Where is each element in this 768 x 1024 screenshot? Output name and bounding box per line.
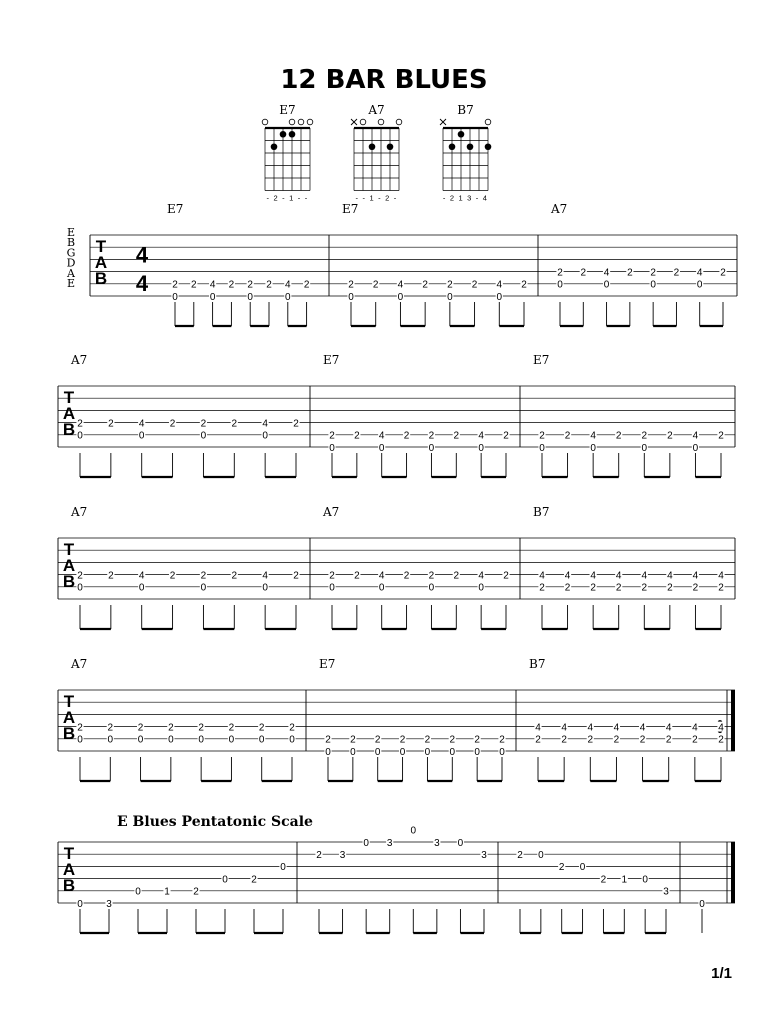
- fret-number: 2: [329, 430, 335, 442]
- tab-clef-letter: B: [62, 572, 76, 592]
- fret-number: 1: [164, 886, 170, 898]
- fret-number: 2: [169, 570, 176, 582]
- fret-number: 2: [374, 734, 381, 746]
- fret-number: 0: [222, 874, 228, 886]
- fret-number: 4: [692, 570, 699, 582]
- tab-clef-letter: B: [94, 269, 108, 289]
- fret-number: 2: [108, 570, 114, 582]
- fret-number: 4: [539, 570, 545, 582]
- measure: [323, 353, 510, 477]
- fret-number: 2: [503, 430, 509, 442]
- fret-number: 0: [539, 442, 545, 454]
- fret-number: 3: [106, 898, 112, 910]
- string-name-label: D: [66, 256, 76, 270]
- chord-symbol: E7: [533, 353, 550, 367]
- fret-number: 2: [564, 582, 571, 594]
- tab-clef-letter: A: [62, 860, 76, 880]
- fret-number: 2: [453, 570, 460, 582]
- fret-number: 2: [403, 570, 410, 582]
- fret-number: 0: [363, 837, 369, 849]
- measure: [70, 505, 300, 629]
- fret-number: 4: [587, 722, 594, 734]
- fret-number: 4: [665, 722, 672, 734]
- fret-number: 2: [108, 418, 114, 430]
- fret-number: 4: [603, 267, 610, 279]
- fret-number: 0: [329, 582, 335, 594]
- fret-number: 2: [590, 582, 596, 594]
- fret-number: 2: [499, 734, 505, 746]
- chord-symbol: A7: [323, 505, 340, 519]
- fret-number: 2: [200, 570, 207, 582]
- finger-dot: [369, 143, 376, 150]
- measure: [533, 353, 725, 477]
- fret-number: 2: [316, 850, 322, 861]
- fret-number: 2: [231, 418, 238, 430]
- fret-number: 2: [692, 582, 699, 594]
- tab-system-2: [58, 353, 735, 477]
- fret-number: 2: [564, 430, 571, 442]
- finger-dot: [387, 143, 394, 150]
- fret-number: 2: [354, 570, 360, 582]
- fret-number: 2: [348, 279, 354, 291]
- open-string-marker: [396, 119, 402, 125]
- fret-number: 4: [138, 418, 145, 430]
- fret-number: 2: [503, 570, 509, 582]
- fret-number: 0: [428, 582, 435, 594]
- fret-number: 2: [329, 570, 335, 582]
- tab-clef-letter: B: [62, 724, 76, 744]
- string-name-label: G: [66, 246, 76, 260]
- fret-number: 2: [200, 418, 207, 430]
- fret-number: 1: [621, 874, 628, 886]
- open-string-marker: [289, 119, 295, 125]
- fret-number: 2: [228, 279, 235, 291]
- chord-symbol: E7: [319, 657, 336, 671]
- fret-number: 2: [447, 279, 453, 291]
- page-number: 1/1: [711, 965, 732, 982]
- fret-number: 0: [280, 862, 286, 874]
- tab-clef-letter: T: [95, 237, 107, 257]
- fret-number: 2: [474, 734, 480, 746]
- fret-number: 3: [434, 837, 440, 849]
- chord-diagram-e7: [262, 103, 313, 203]
- fret-number: 0: [135, 886, 141, 898]
- open-string-marker: [485, 119, 491, 125]
- open-string-marker: [298, 119, 304, 125]
- fret-number: 2: [650, 267, 656, 279]
- fret-number: 4: [262, 570, 268, 582]
- fret-number: 4: [692, 722, 698, 734]
- fret-number: 0: [262, 430, 268, 442]
- fret-number: 2: [372, 279, 379, 291]
- fret-number: 3: [481, 850, 487, 861]
- fret-number: 0: [258, 734, 265, 746]
- fret-number: 0: [198, 734, 204, 746]
- tab-clef-letter: B: [62, 420, 76, 440]
- fret-number: 2: [557, 267, 563, 279]
- fret-number: 2: [251, 874, 257, 886]
- fret-number: 2: [424, 734, 431, 746]
- tab-clef-letter: T: [63, 388, 75, 408]
- chord-symbol: B7: [529, 657, 546, 671]
- open-string-marker: [307, 119, 313, 125]
- fret-number: 2: [613, 734, 620, 746]
- fret-number: 2: [692, 734, 698, 746]
- fret-number: 2: [718, 430, 724, 442]
- fret-number: 2: [600, 874, 607, 886]
- fret-number: 4: [641, 570, 648, 582]
- finger-dot: [458, 131, 465, 138]
- tab-system-1: [66, 202, 737, 326]
- measure: [167, 202, 310, 326]
- measure: [529, 657, 725, 781]
- fret-number: 2: [258, 722, 265, 734]
- fret-number: 0: [77, 898, 83, 910]
- fret-number: 2: [627, 267, 633, 279]
- chord-symbol: E7: [323, 353, 340, 367]
- fret-number: 4: [590, 430, 596, 442]
- tab-clef-letter: T: [63, 844, 75, 864]
- fret-number: 2: [168, 722, 174, 734]
- fret-number: 2: [665, 734, 672, 746]
- fret-number: 2: [558, 862, 565, 874]
- fret-number: 0: [496, 291, 503, 303]
- fret-number: 2: [137, 722, 144, 734]
- chord-symbol: E7: [342, 202, 359, 216]
- fret-number: 0: [474, 746, 480, 758]
- fret-number: 4: [378, 430, 385, 442]
- finger-dot: [449, 143, 456, 150]
- fret-number: 2: [303, 279, 310, 291]
- fret-number: 0: [200, 430, 207, 442]
- fret-number: 0: [696, 279, 703, 291]
- fret-number: 4: [478, 430, 484, 442]
- fret-number: 4: [285, 279, 291, 291]
- fret-number: 2: [191, 279, 197, 291]
- fret-number: 0: [325, 746, 331, 758]
- measure: [342, 202, 528, 326]
- fret-number: 2: [169, 418, 176, 430]
- fret-number: 0: [329, 442, 335, 454]
- fret-number: 2: [77, 570, 83, 582]
- fret-number: 0: [641, 442, 648, 454]
- fret-number: 0: [457, 837, 464, 849]
- fret-number: 0: [557, 279, 563, 291]
- chord-fingering: - 2 1 3 - 4: [442, 193, 489, 203]
- finger-dot: [280, 131, 287, 138]
- fret-number: 0: [168, 734, 174, 746]
- fret-number: 4: [378, 570, 385, 582]
- string-name-label: E: [66, 277, 76, 290]
- fret-number: 4: [564, 570, 571, 582]
- fret-number: 2: [422, 279, 428, 291]
- fret-number: 2: [77, 418, 83, 430]
- fret-number: 0: [692, 442, 699, 454]
- measure: [322, 505, 510, 629]
- fret-number: 4: [535, 722, 541, 734]
- finger-dot: [467, 143, 474, 150]
- fret-number: 0: [374, 746, 381, 758]
- fret-number: 4: [262, 418, 268, 430]
- fret-number: 0: [650, 279, 656, 291]
- chord-symbol: B7: [533, 505, 550, 519]
- fret-number: 4: [639, 722, 646, 734]
- fret-number: 4: [696, 267, 703, 279]
- fret-number: 0: [77, 582, 83, 594]
- fret-number: 4: [496, 279, 503, 291]
- fret-number: 2: [539, 430, 545, 442]
- tab-clef-letter: A: [62, 404, 76, 424]
- fret-number: 0: [642, 874, 648, 886]
- chord-diagram-name: B7: [457, 103, 474, 117]
- section-label: E Blues Pentatonic Scale: [117, 814, 313, 830]
- fret-number: 2: [718, 734, 724, 746]
- measure: [533, 505, 725, 629]
- fret-number: 0: [247, 291, 253, 303]
- finger-dot: [289, 131, 296, 138]
- fret-number: 0: [350, 746, 356, 758]
- fret-number: 2: [521, 279, 527, 291]
- fret-number: 4: [613, 722, 620, 734]
- open-string-marker: [360, 119, 366, 125]
- fret-number: 0: [499, 746, 505, 758]
- finger-dot: [485, 143, 492, 150]
- open-string-marker: [262, 119, 268, 125]
- measure: [319, 657, 506, 781]
- fret-number: 4: [590, 570, 596, 582]
- fret-number: 2: [587, 734, 594, 746]
- measure: [70, 353, 300, 477]
- fret-number: 2: [228, 722, 235, 734]
- fret-number: 4: [209, 279, 216, 291]
- fret-number: 0: [699, 898, 705, 910]
- fret-number: 0: [209, 291, 216, 303]
- measure: [550, 202, 727, 326]
- time-signature-bottom: 4: [135, 270, 149, 296]
- fret-number: 2: [77, 722, 83, 734]
- fret-number: 0: [138, 430, 145, 442]
- fret-number: 0: [228, 734, 235, 746]
- measure: [70, 657, 296, 781]
- fret-number: 4: [718, 722, 724, 734]
- measure: [698, 898, 705, 933]
- fret-number: 2: [449, 734, 456, 746]
- fret-number: 0: [378, 582, 385, 594]
- tab-systems: [58, 202, 737, 933]
- time-signature-top: 4: [135, 242, 149, 268]
- final-barline: [731, 690, 735, 751]
- tab-system-5: [58, 814, 735, 933]
- fret-number: 4: [138, 570, 145, 582]
- fret-number: 0: [579, 862, 586, 874]
- fret-number: 3: [339, 850, 346, 861]
- fret-number: 2: [403, 430, 410, 442]
- fret-number: 2: [641, 582, 648, 594]
- fret-number: 0: [478, 582, 484, 594]
- fret-number: 2: [667, 582, 673, 594]
- tab-clef-letter: A: [62, 708, 76, 728]
- open-string-marker: [378, 119, 384, 125]
- fret-number: 2: [289, 722, 295, 734]
- fret-number: 2: [354, 430, 360, 442]
- chord-diagram-group: [262, 103, 491, 203]
- chord-diagram-name: E7: [279, 103, 296, 117]
- fret-number: 2: [293, 418, 299, 430]
- fret-number: 0: [478, 442, 484, 454]
- fret-number: 4: [561, 722, 567, 734]
- string-name-label: B: [66, 236, 76, 250]
- fret-number: 2: [107, 722, 114, 734]
- fret-number: 4: [692, 430, 699, 442]
- fret-number: 2: [350, 734, 356, 746]
- fret-number: 2: [172, 279, 178, 291]
- tab-system-3: [58, 505, 735, 629]
- fret-number: 0: [538, 850, 544, 861]
- tab-clef-letter: T: [63, 692, 75, 712]
- fret-number: 2: [539, 582, 545, 594]
- fret-number: 2: [399, 734, 406, 746]
- fret-number: 0: [603, 279, 610, 291]
- fret-number: 2: [231, 570, 238, 582]
- fret-number: 2: [428, 570, 435, 582]
- chord-fingering: - 2 - 1 - -: [266, 193, 309, 203]
- fret-number: 2: [720, 267, 726, 279]
- fret-number: 0: [399, 746, 406, 758]
- chord-symbol: A7: [551, 202, 568, 216]
- fret-number: 2: [471, 279, 478, 291]
- chord-diagram-name: A7: [368, 103, 385, 117]
- fret-number: 0: [289, 734, 295, 746]
- fret-number: 2: [517, 850, 523, 861]
- chord-symbol: A7: [71, 353, 88, 367]
- fret-number: 2: [615, 430, 622, 442]
- song-title: 12 BAR BLUES: [280, 65, 488, 95]
- chord-diagram-a7: [351, 103, 402, 203]
- fret-number: 0: [428, 442, 435, 454]
- fret-number: 0: [137, 734, 144, 746]
- fret-number: 0: [172, 291, 178, 303]
- fret-number: 0: [107, 734, 114, 746]
- finger-dot: [271, 143, 278, 150]
- fret-number: 2: [718, 582, 724, 594]
- fret-number: 2: [193, 886, 199, 898]
- fret-number: 0: [262, 582, 268, 594]
- fret-number: 2: [247, 279, 253, 291]
- fret-number: 2: [641, 430, 648, 442]
- fret-number: 4: [478, 570, 484, 582]
- chord-symbol: A7: [71, 657, 88, 671]
- fret-number: 0: [447, 291, 453, 303]
- fret-number: 2: [453, 430, 460, 442]
- fret-number: 4: [397, 279, 404, 291]
- fret-number: 0: [285, 291, 291, 303]
- final-barline: [731, 842, 735, 903]
- tab-system-4: [58, 657, 735, 781]
- chord-fingering: - - 1 - 2 -: [355, 193, 398, 203]
- fret-number: 0: [449, 746, 456, 758]
- string-name-label: A: [67, 266, 75, 280]
- fret-number: 3: [663, 886, 669, 898]
- fret-number: 2: [293, 570, 299, 582]
- fret-number: 2: [639, 734, 646, 746]
- chord-diagram-b7: [440, 103, 491, 203]
- fret-number: 2: [615, 582, 622, 594]
- fret-number: 2: [580, 267, 587, 279]
- tab-clef-letter: T: [63, 540, 75, 560]
- fret-number: 0: [348, 291, 354, 303]
- fret-number: 0: [378, 442, 385, 454]
- fret-number: 2: [428, 430, 435, 442]
- fret-number: 2: [266, 279, 272, 291]
- fret-number: 4: [667, 570, 673, 582]
- fret-number: 0: [424, 746, 431, 758]
- string-name-label: E: [66, 226, 76, 239]
- fret-number: 0: [200, 582, 207, 594]
- fret-number: 0: [138, 582, 145, 594]
- measure: [76, 861, 286, 933]
- fret-number: 0: [590, 442, 596, 454]
- tab-clef-letter: B: [62, 876, 76, 896]
- fret-number: 0: [410, 825, 417, 837]
- fret-number: 4: [718, 570, 724, 582]
- fret-number: 2: [535, 734, 541, 746]
- tab-clef-letter: A: [62, 556, 76, 576]
- chord-symbol: A7: [71, 505, 88, 519]
- fret-number: 0: [77, 734, 83, 746]
- fret-number: 2: [325, 734, 331, 746]
- chord-symbol: E7: [167, 202, 184, 216]
- fret-number: 2: [198, 722, 204, 734]
- fret-number: 3: [386, 837, 393, 849]
- fret-number: 2: [667, 430, 673, 442]
- fret-number: 0: [397, 291, 404, 303]
- fret-number: 0: [77, 430, 83, 442]
- fret-number: 2: [673, 267, 680, 279]
- tab-clef-letter: A: [94, 253, 108, 273]
- fret-number: 2: [561, 734, 567, 746]
- fret-number: 4: [615, 570, 622, 582]
